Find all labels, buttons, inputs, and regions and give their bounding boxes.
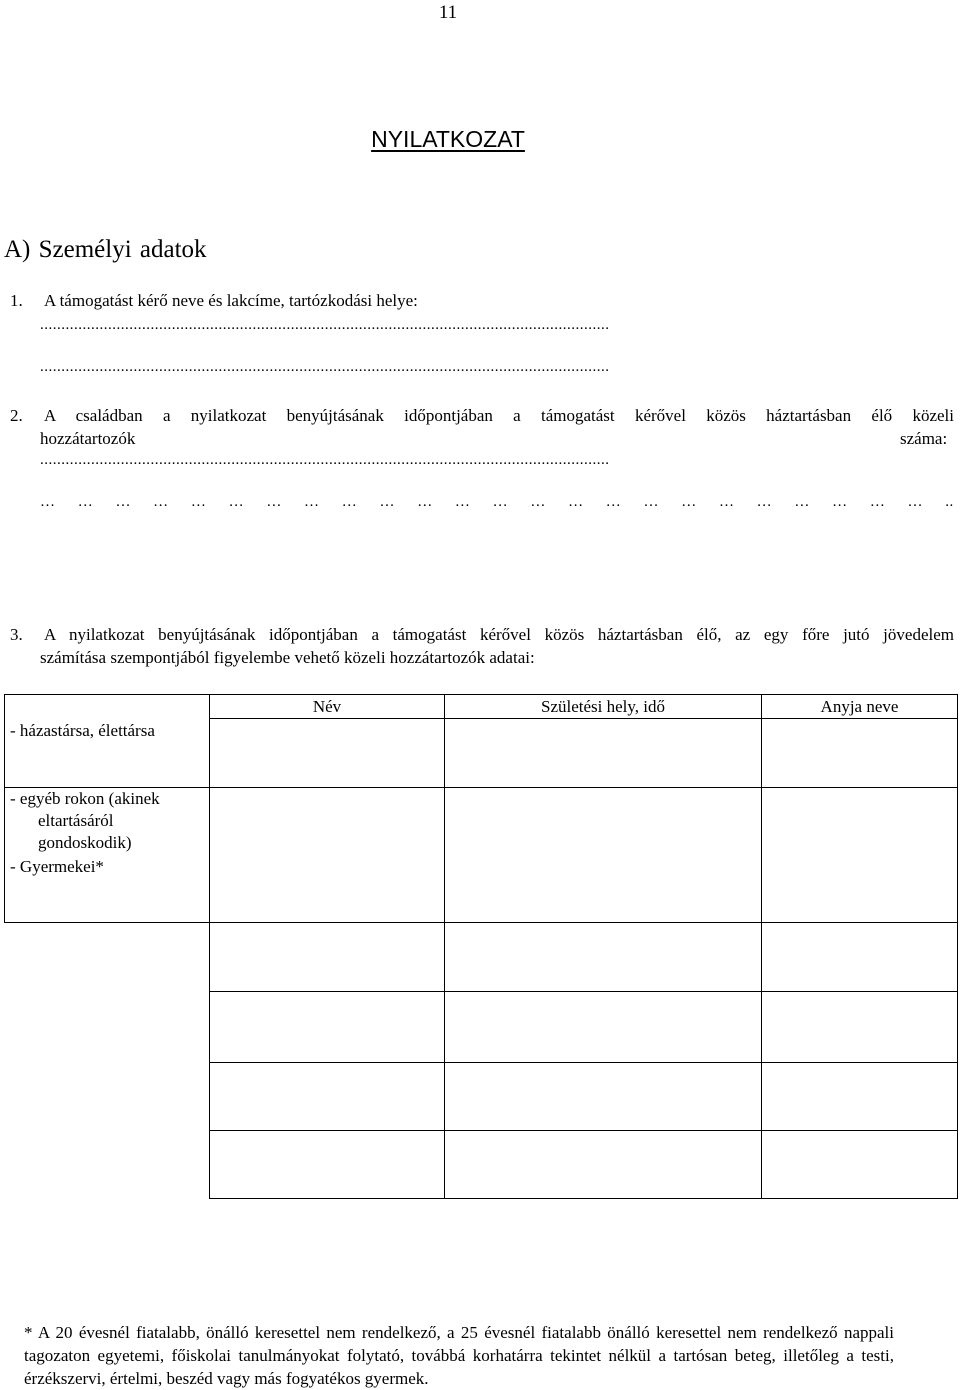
leader-segment: …: [643, 494, 659, 510]
header-bottom-border: [209, 718, 958, 719]
item-2-text-line-1: A családban a nyilatkozat benyújtásának időpontjában a támogatást kérővel közös háztartásban élő közeli: [44, 406, 954, 425]
leader-segment: …: [417, 494, 433, 510]
leader-segment: …: [228, 494, 245, 510]
item-1-fill-line-1[interactable]: ......................................................................................................................................: [40, 317, 610, 333]
leader-segment: …: [492, 494, 509, 510]
leader-segment: …: [379, 494, 395, 510]
leader-segment: …: [907, 494, 924, 510]
leader-end: ..: [945, 494, 954, 510]
label-column-divider: [209, 694, 210, 1199]
leader-segment: …: [40, 494, 56, 510]
row-separator-4: [209, 1062, 958, 1063]
leader-segment: …: [794, 494, 810, 510]
table-right-border: [957, 694, 958, 1199]
page-number: 11: [438, 2, 458, 23]
leader-segment: …: [832, 494, 848, 510]
item-2-text-line-2-left: hozzátartozók: [40, 429, 136, 448]
row-label-spouse: - házastársa, élettársa: [10, 721, 155, 740]
item-1-number: 1.: [10, 291, 23, 310]
table-top-border: [4, 694, 958, 695]
leader-segment: …: [304, 494, 320, 510]
leader-segment: …: [568, 494, 584, 510]
table-left-border: [4, 694, 5, 922]
column-header-birth: Születési hely, idő: [540, 697, 665, 716]
leader-segment: …: [718, 494, 735, 510]
leader-segment: …: [869, 494, 886, 510]
item-3-text-line-1: A nyilatkozat benyújtásának időpontjában a támogatást kérővel közös háztartásban élő, az egy főre jutó jövedelem: [44, 625, 954, 644]
section-a-heading: A) Személyi adatok: [4, 236, 207, 263]
row-label-relative-1: - egyéb rokon (akinek: [10, 789, 160, 808]
item-3-text-line-2: számítása szempontjából figyelembe vehető közeli hozzátartozók adatai:: [40, 648, 535, 667]
leader-segment: …: [77, 494, 94, 510]
leader-segment: …: [454, 494, 471, 510]
document-title: NYILATKOZAT: [371, 126, 525, 152]
column-header-name: Név: [312, 697, 342, 716]
leader-segment: …: [756, 494, 773, 510]
footnote: * A 20 évesnél fiatalabb, önálló keresettel nem rendelkező, a 25 évesnél fiatalabb önálló keresettel nem rendelkező nappali tagozaton egyetemi, főiskolai tanulmányokat folytató, továbbá korhatárra tekintet nélkül a tartósan beteg, illetőleg a testi, érzékszervi, értelmi, beszéd vagy más fogyatékos gyermek.: [24, 1323, 894, 1388]
row-separator-5: [209, 1130, 958, 1131]
column-divider-1: [444, 694, 445, 1199]
leader-segment: …: [341, 494, 358, 510]
table-bottom-border: [209, 1198, 958, 1199]
leader-segment: …: [681, 494, 697, 510]
leader-segment: …: [153, 494, 169, 510]
item-3-number: 3.: [10, 625, 23, 644]
leader-segment: …: [266, 494, 282, 510]
row-separator-3: [209, 991, 958, 992]
item-1-fill-line-2[interactable]: ......................................................................................................................................: [40, 359, 610, 375]
column-divider-2: [761, 694, 762, 1199]
item-1-text: A támogatást kérő neve és lakcíme, tartózkodási helye:: [44, 291, 418, 310]
relatives-table: [4, 694, 958, 1199]
row-separator-2: [4, 922, 958, 923]
leader-segment: …: [190, 494, 207, 510]
row-label-relative-3: gondoskodik): [38, 833, 132, 852]
leader-segment: …: [115, 494, 131, 510]
row-label-relative-2: eltartásáról: [38, 811, 114, 830]
leader-segment: …: [605, 494, 622, 510]
item-2-fill-line-1[interactable]: ......................................................................................................................................: [40, 452, 610, 468]
column-header-mother: Anyja neve: [820, 697, 899, 716]
item-2-fill-line-2[interactable]: [40, 493, 954, 513]
item-2-number: 2.: [10, 406, 23, 425]
item-2-text-line-2-right: száma:: [900, 429, 948, 448]
row-label-children: - Gyermekei*: [10, 857, 104, 876]
leader-segment: …: [530, 494, 546, 510]
